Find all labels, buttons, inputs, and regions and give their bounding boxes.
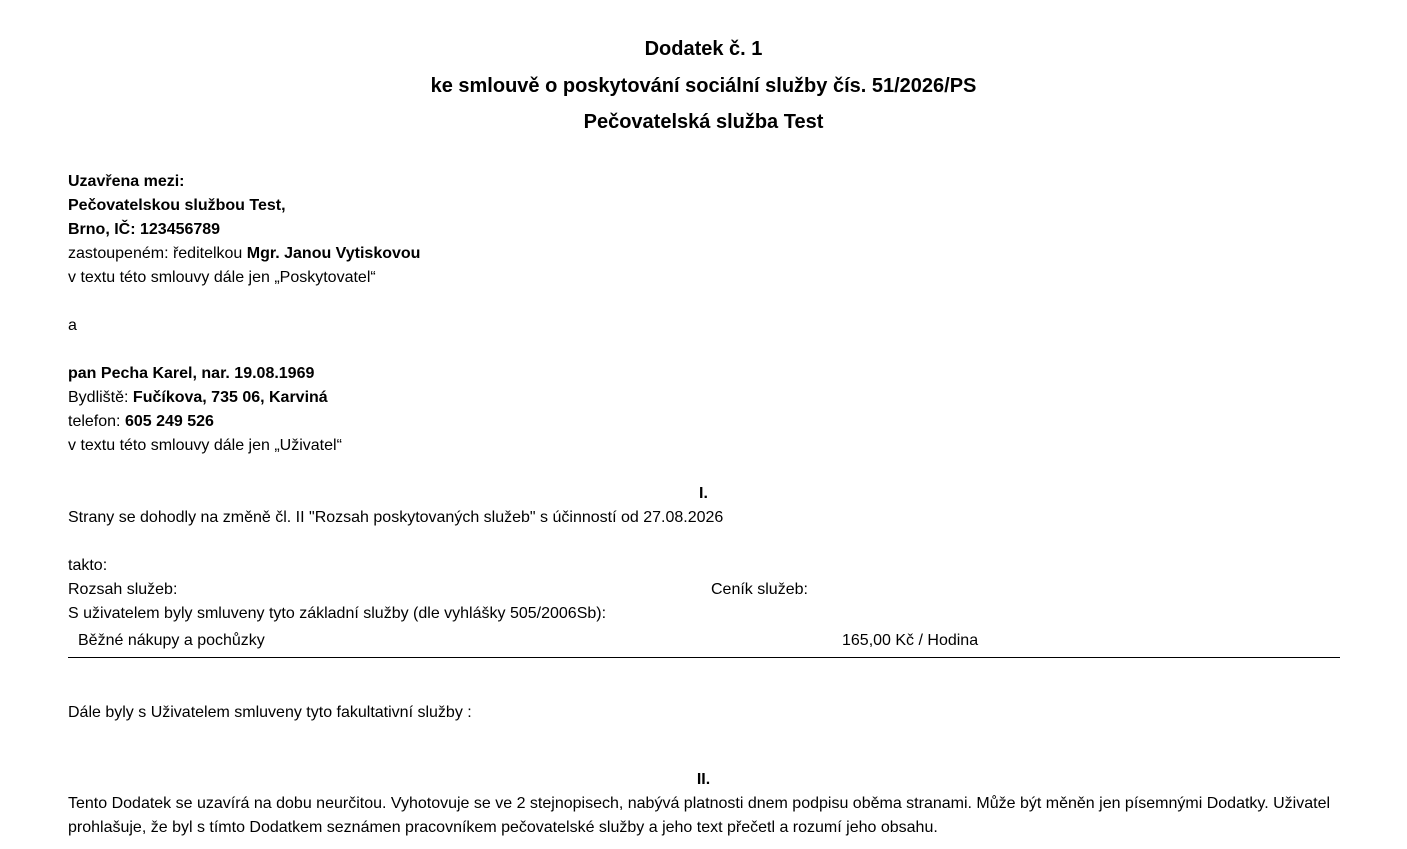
section-1-number: I. <box>699 485 708 502</box>
section-2-number: II. <box>696 771 711 788</box>
document-title: Dodatek č. 1 <box>644 38 763 60</box>
scope-label: Rozsah služeb: <box>68 581 178 598</box>
service-price: 165,00 Kč / Hodina <box>842 632 979 649</box>
section-1-thus: takto: <box>68 557 108 574</box>
concluded-between: Uzavřena mezi: <box>68 173 185 190</box>
and-separator: a <box>68 317 77 334</box>
phone-value: 605 249 526 <box>124 413 214 430</box>
user-residence <box>68 386 328 410</box>
provider-id: Brno, IČ: 123456789 <box>68 221 221 238</box>
phone-label: telefon: <box>68 413 121 430</box>
provider-heading: Pečovatelská služba Test <box>583 111 824 133</box>
document-subtitle: ke smlouvě o poskytování sociální služby čís. 51/2026/PS <box>430 75 977 97</box>
section-2-text: Tento Dodatek se uzavírá na dobu neurčitou. Vyhotovuje se ve 2 stejnopisech, nabývá platnosti dnem podpisu oběma stranami. Může být měněn jen písemnými Dodatky. Uživatel prohlašuje, že byl s tímto Dodatkem seznámen pracovníkem pečovatelské služby a jeho text přečetl a rozumí jeho obsahu. <box>68 795 1331 836</box>
represented-label: zastoupeném: ředitelkou <box>68 245 243 262</box>
residence-label: Bydliště: <box>68 389 129 406</box>
user-name: pan Pecha Karel, nar. 19.08.1969 <box>68 365 315 382</box>
user-alias: v textu této smlouvy dále jen „Uživatel“ <box>68 437 342 454</box>
services-table-divider <box>68 657 1340 658</box>
provider-name: Pečovatelskou službou Test, <box>68 197 286 214</box>
pricelist-label: Ceník služeb: <box>711 581 808 598</box>
provider-alias: v textu této smlouvy dále jen „Poskytovatel“ <box>68 269 376 286</box>
basic-services-intro: S uživatelem byly smluveny tyto základní služby (dle vyhlášky 505/2006Sb): <box>68 605 607 622</box>
provider-representative <box>68 242 420 266</box>
represented-name: Mgr. Janou Vytiskovou <box>246 245 421 262</box>
optional-services-intro: Dále byly s Uživatelem smluveny tyto fakultativní služby : <box>68 704 472 721</box>
user-phone <box>68 410 214 434</box>
section-1-agreement: Strany se dohodly na změně čl. II "Rozsah poskytovaných služeb" s účinností od 27.08.2026 <box>68 509 724 526</box>
residence-value: Fučíkova, 735 06, Karviná <box>132 389 328 406</box>
service-name: Běžné nákupy a pochůzky <box>78 632 265 649</box>
